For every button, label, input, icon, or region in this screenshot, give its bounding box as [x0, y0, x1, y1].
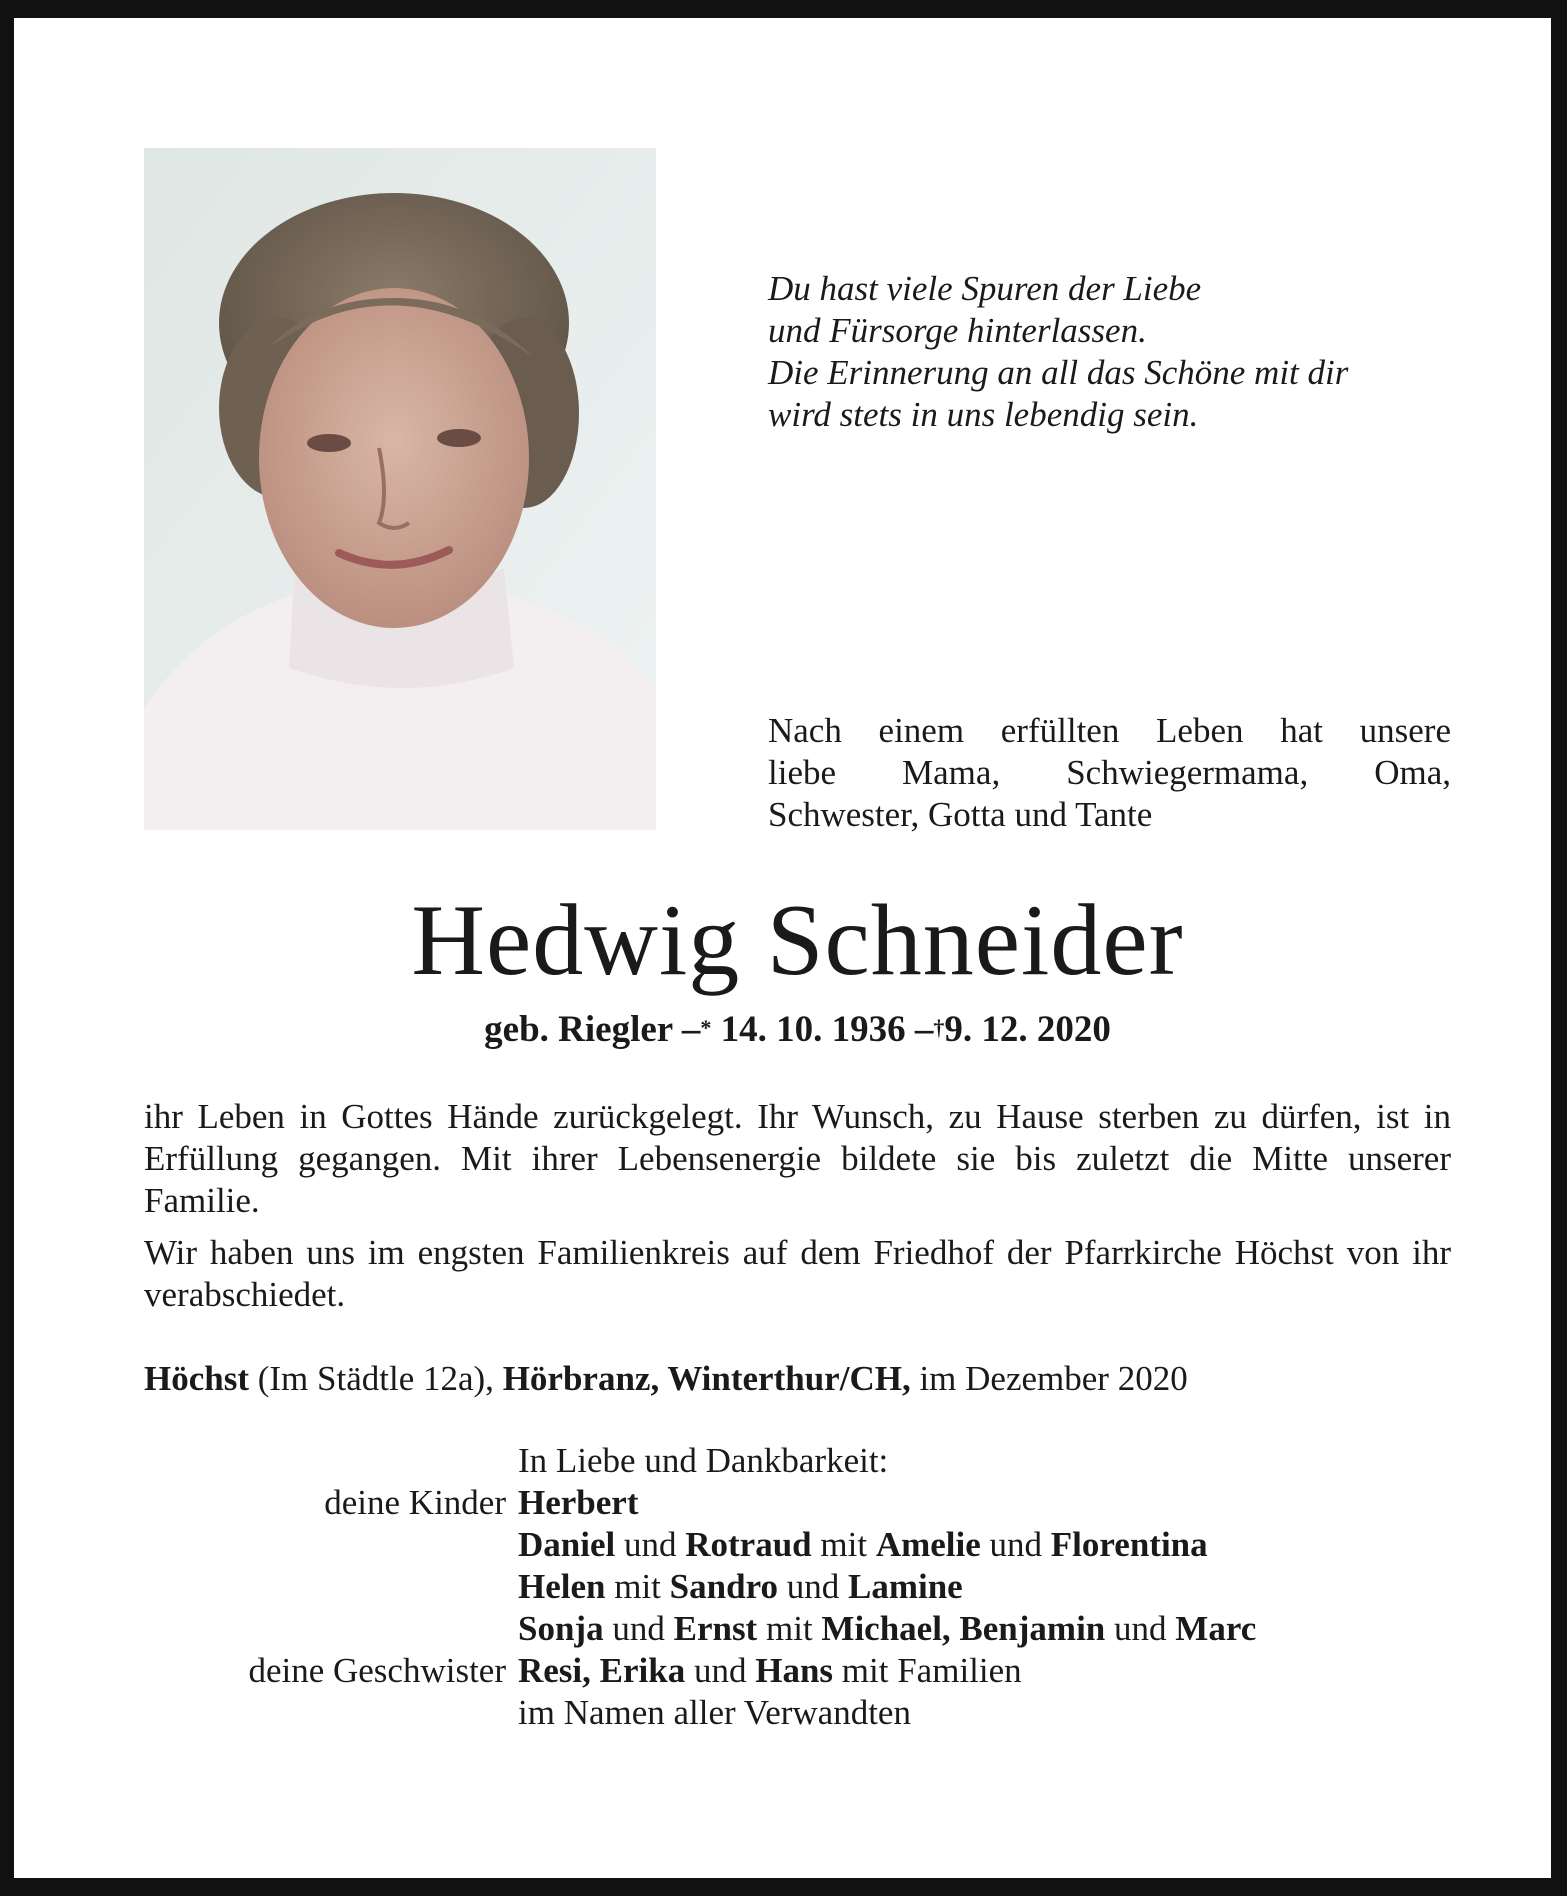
- signature-heading-row: [144, 1440, 1464, 1482]
- signature-block: [144, 1440, 1464, 1734]
- mourner-name: Herbert: [518, 1483, 639, 1522]
- body-paragraph: ihr Leben in Gottes Hände zurückgelegt. Ihr Wunsch, zu Hause sterben zu dürfen, ist in Erfüllung gegangen. Mit ihrer Lebensenergie bildete sie bis zuletzt die Mitte unserer Familie.: [144, 1097, 1451, 1220]
- signature-row: [144, 1566, 1464, 1608]
- date-separator: –: [681, 1009, 701, 1050]
- signature-row: [144, 1692, 1464, 1734]
- place-and-date: [144, 1358, 1464, 1400]
- mourner-name: Marc: [1175, 1609, 1257, 1648]
- connector: mit: [811, 1525, 876, 1564]
- connector: und: [603, 1609, 674, 1648]
- signature-row: [144, 1482, 1464, 1524]
- signature-row: [144, 1650, 1464, 1692]
- quote-line: und Fürsorge hinterlassen.: [768, 311, 1147, 350]
- mourner-name: Rotraud: [685, 1525, 812, 1564]
- connector: und: [615, 1525, 686, 1564]
- obituary-body: [144, 1096, 1451, 1326]
- kinder-label: deine Kinder: [324, 1483, 506, 1522]
- connector: mit Familien: [833, 1651, 1022, 1690]
- signature-row: [144, 1608, 1464, 1650]
- connector: und: [1105, 1609, 1176, 1648]
- place-address: (Im Städtle 12a),: [249, 1359, 503, 1398]
- mourner-name: Amelie: [875, 1525, 981, 1564]
- mourner-name: Sandro: [669, 1567, 778, 1606]
- mourner-name: Michael, Benjamin: [821, 1609, 1106, 1648]
- portrait-photo: [144, 148, 656, 830]
- quote-line: Du hast viele Spuren der Liebe: [768, 269, 1202, 308]
- death-symbol: †: [933, 1015, 945, 1040]
- connector: mit: [605, 1567, 670, 1606]
- intro-line: liebe Mama, Schwiegermama, Oma,: [768, 753, 1451, 792]
- place-town: Höchst: [144, 1359, 249, 1398]
- maiden-name: geb. Riegler: [484, 1009, 673, 1050]
- memorial-quote: [768, 268, 1468, 436]
- intro-text: [768, 710, 1451, 836]
- intro-line: Schwester, Gotta und Tante: [768, 795, 1153, 834]
- portrait-photo-icon: [144, 148, 656, 830]
- birth-symbol: *: [700, 1015, 712, 1040]
- mourner-name: Daniel: [518, 1525, 616, 1564]
- mourner-name: Lamine: [847, 1567, 963, 1606]
- deceased-name: Hedwig Schneider: [411, 884, 1184, 997]
- mourner-name: Helen: [518, 1567, 606, 1606]
- death-date: 9. 12. 2020: [944, 1009, 1111, 1050]
- body-paragraph: Wir haben uns im engsten Familienkreis auf dem Friedhof der Pfarrkirche Höchst von ihr verabschiedet.: [144, 1233, 1451, 1314]
- signature-heading: In Liebe und Dankbarkeit:: [518, 1441, 889, 1480]
- connector: mit: [757, 1609, 822, 1648]
- mourner-name: Ernst: [673, 1609, 758, 1648]
- mourner-name: Sonja: [518, 1609, 604, 1648]
- place-date: im Dezember 2020: [910, 1359, 1188, 1398]
- connector: und: [980, 1525, 1051, 1564]
- signature-row: [144, 1524, 1464, 1566]
- geschwister-label: deine Geschwister: [248, 1651, 506, 1690]
- date-separator: –: [914, 1009, 934, 1050]
- mourner-name: Resi, Erika: [518, 1651, 686, 1690]
- quote-line: Die Erinnerung an all das Schöne mit dir: [768, 353, 1349, 392]
- connector: und: [777, 1567, 848, 1606]
- mourner-name: Florentina: [1050, 1525, 1208, 1564]
- connector: und: [685, 1651, 756, 1690]
- mourner-name: Hans: [755, 1651, 834, 1690]
- signature-closing: im Namen aller Verwandten: [518, 1693, 911, 1732]
- quote-line: wird stets in uns lebendig sein.: [768, 395, 1199, 434]
- place-towns: Hörbranz, Winterthur/CH,: [502, 1359, 911, 1398]
- life-dates: [14, 1008, 1567, 1052]
- birth-date: 14. 10. 1936: [720, 1009, 906, 1050]
- intro-line: Nach einem erfüllten Leben hat unsere: [768, 711, 1451, 750]
